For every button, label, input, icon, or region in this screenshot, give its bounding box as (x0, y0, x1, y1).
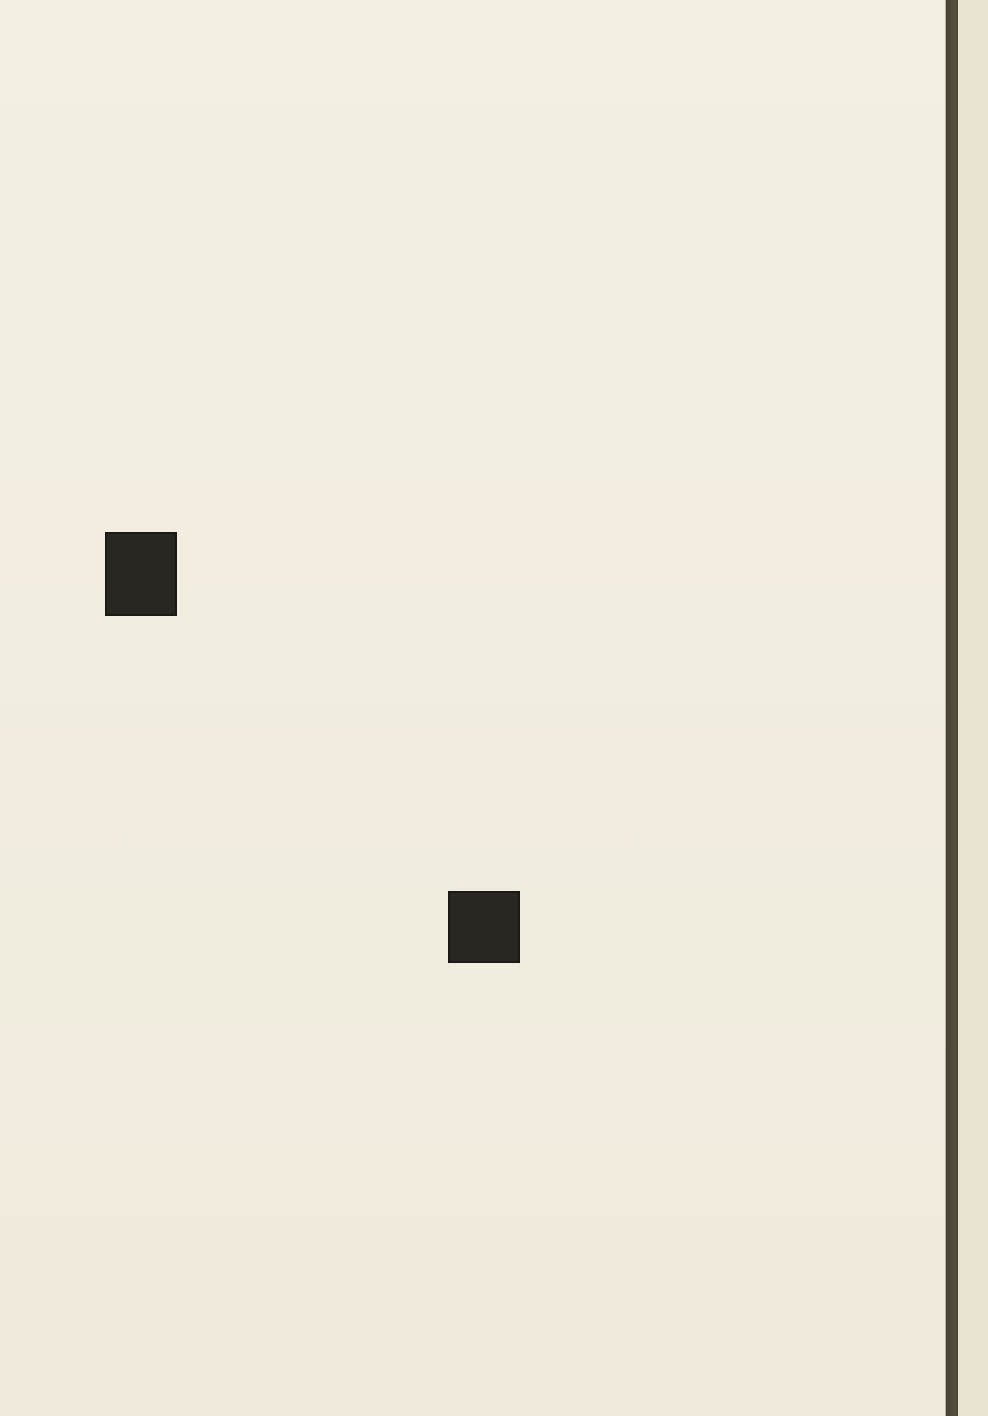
facing-page-edge (958, 0, 988, 1416)
decorated-initial-right (448, 891, 520, 963)
decorated-initial-left (105, 532, 177, 616)
